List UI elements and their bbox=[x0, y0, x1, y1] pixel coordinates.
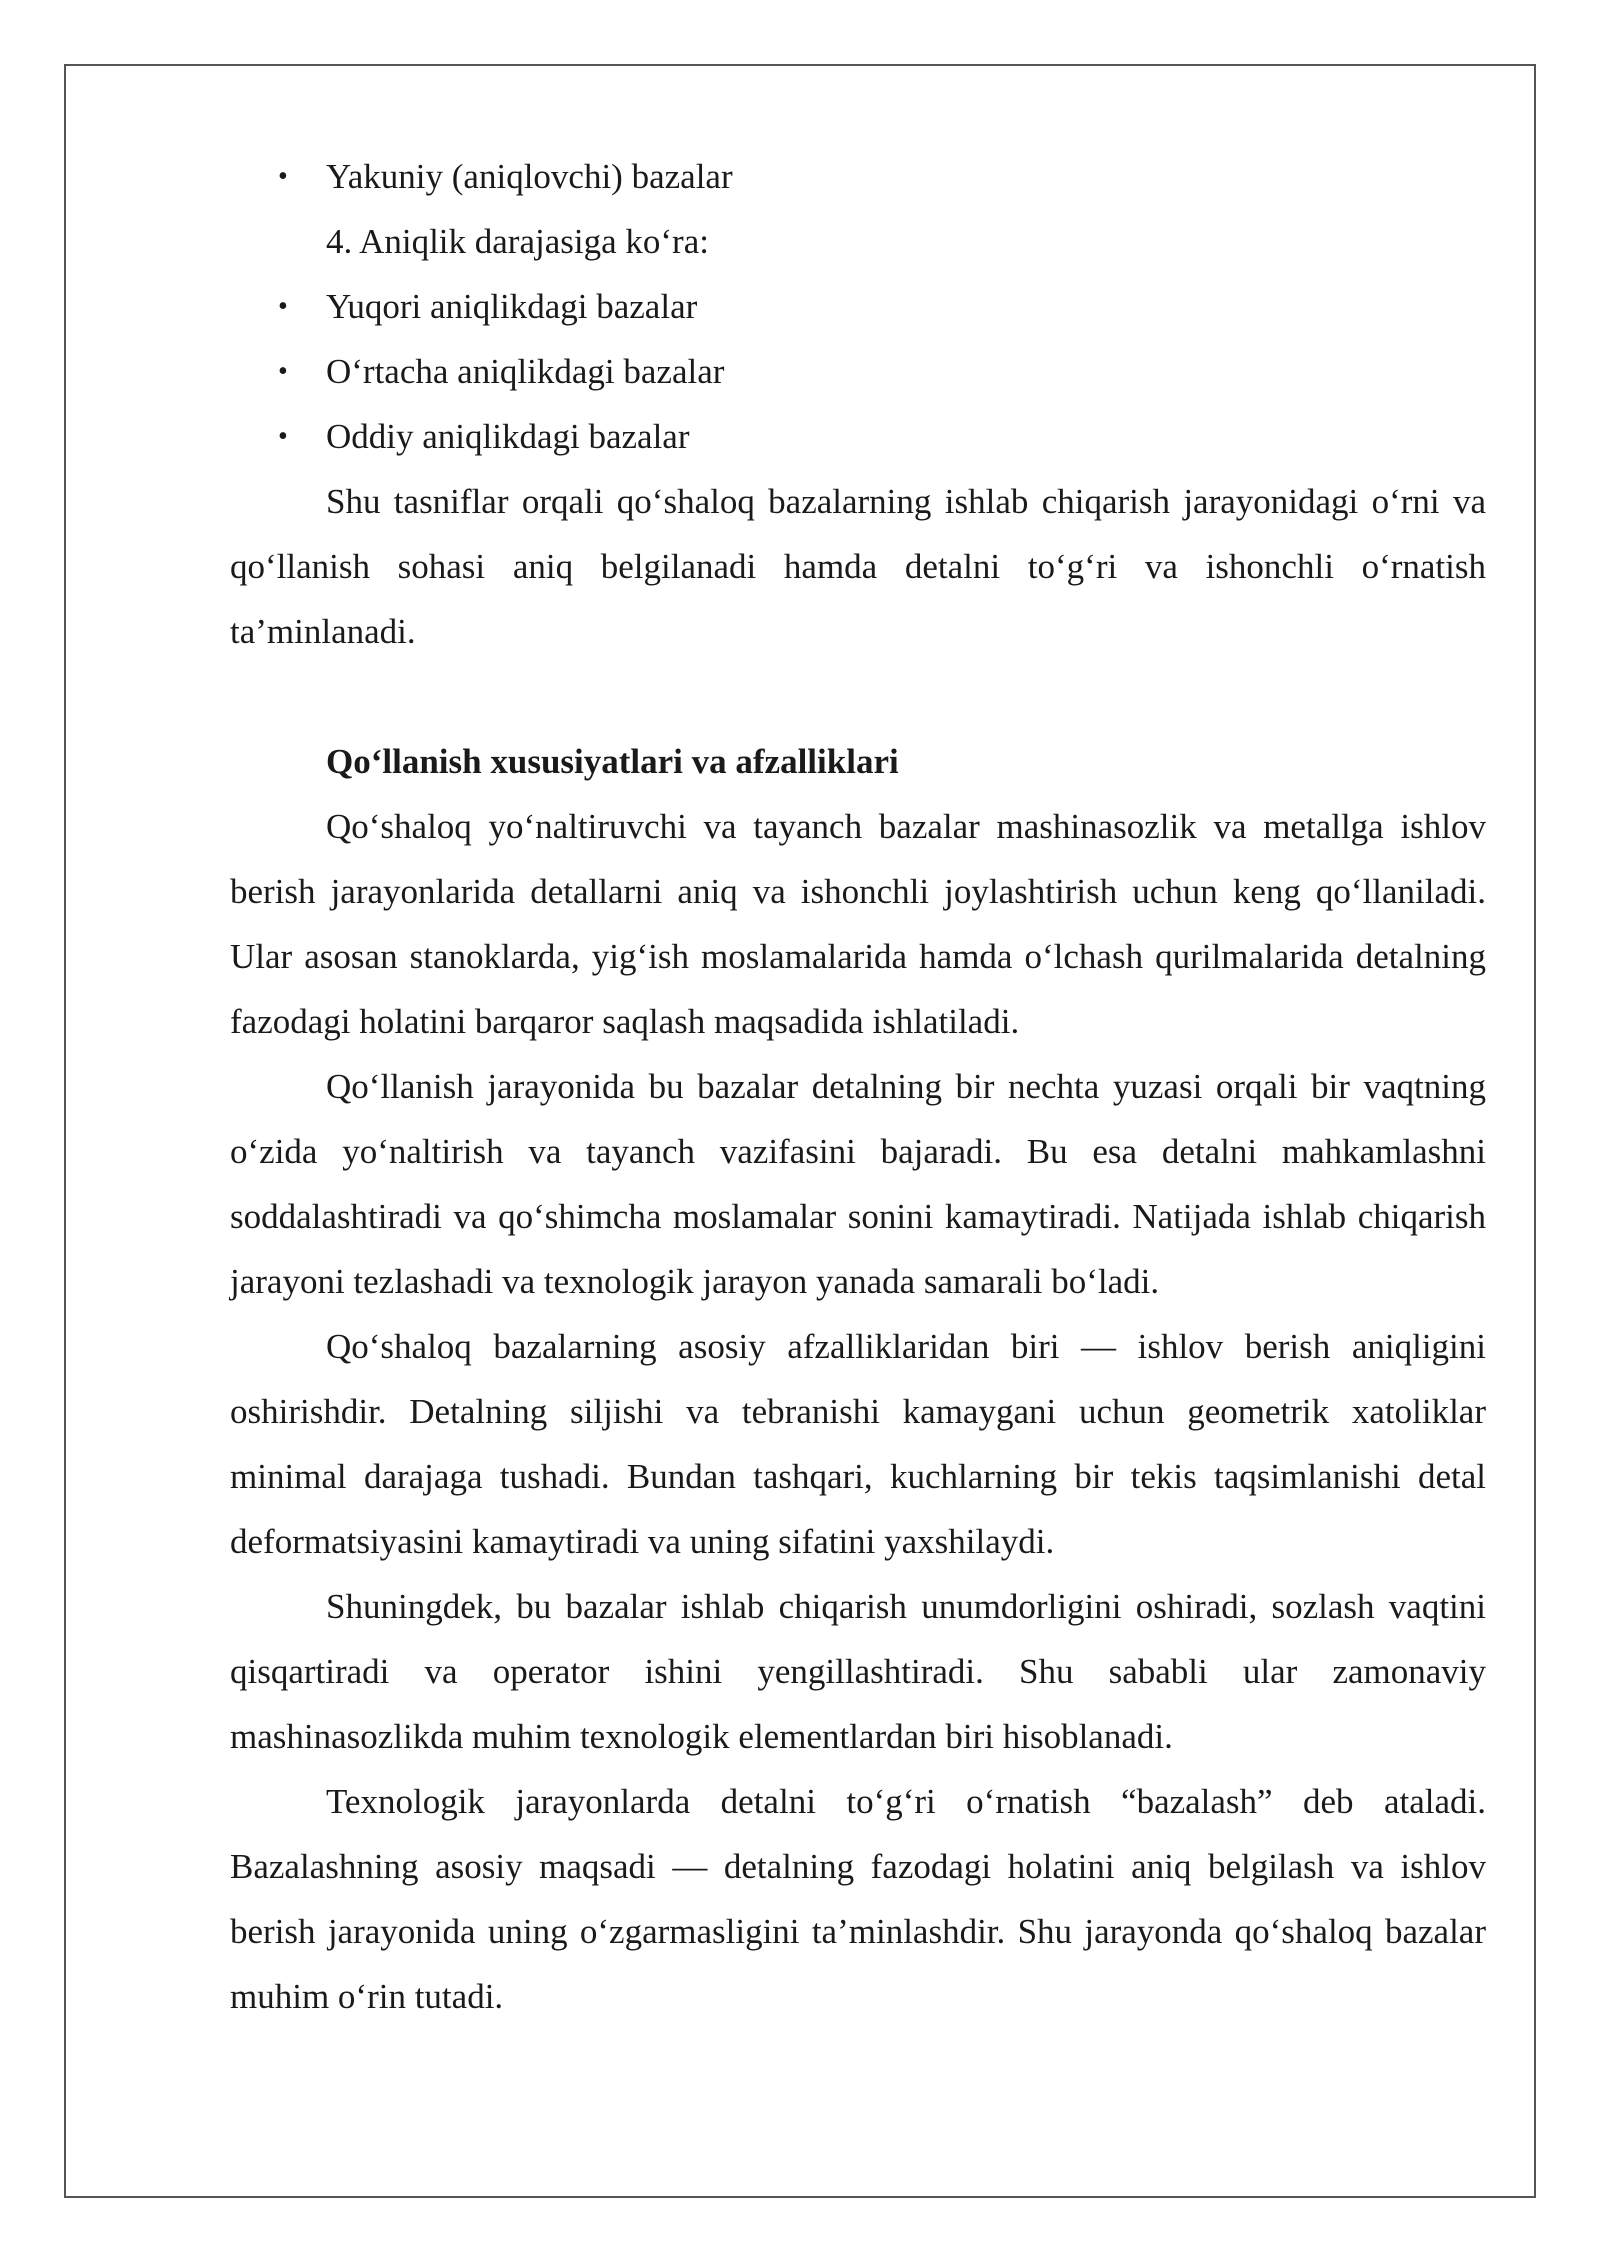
paragraph: Qo‘shaloq bazalarning asosiy afzalliklaridan biri — ishlov berish aniqligini oshirishdir. Detalning siljishi va tebranishi kamaygani uchun geometrik xatoliklar minimal darajaga tushadi. Bundan tashqari, kuchlarning bir tekis taqsimlanishi detal deformatsiyasini kamaytiradi va uning sifatini yaxshilaydi. bbox=[230, 1327, 1486, 1561]
blank-line bbox=[230, 664, 1486, 729]
bullet-list-b bbox=[230, 274, 1486, 469]
list-item bbox=[230, 274, 1486, 339]
document-body bbox=[230, 144, 1486, 2029]
bullet-list-a bbox=[230, 144, 1486, 209]
list-item bbox=[230, 339, 1486, 404]
paragraph: Shu tasniflar orqali qo‘shaloq bazalarning ishlab chiqarish jarayonidagi o‘rni va qo‘llanish sohasi aniq belgilanadi hamda detalni to‘g‘ri va ishonchli o‘rnatish ta’minlanadi. bbox=[230, 482, 1486, 651]
bullet-icon: • bbox=[278, 161, 288, 192]
bullet-icon: • bbox=[278, 356, 288, 387]
bullet-icon: • bbox=[278, 421, 288, 452]
list-item bbox=[230, 404, 1486, 469]
list-item-text: O‘rtacha aniqlikdagi bazalar bbox=[326, 352, 725, 391]
list-item-text: Yakuniy (aniqlovchi) bazalar bbox=[326, 157, 733, 196]
list-item-text: Oddiy aniqlikdagi bazalar bbox=[326, 417, 690, 456]
list-item-text: Yuqori aniqlikdagi bazalar bbox=[326, 287, 698, 326]
paragraph: Qo‘llanish jarayonida bu bazalar detalning bir nechta yuzasi orqali bir vaqtning o‘zida yo‘naltirish va tayanch vazifasini bajaradi. Bu esa detalni mahkamlashni soddalashtiradi va qo‘shimcha moslamalar sonini kamaytiradi. Natijada ishlab chiqarish jarayoni tezlashadi va texnologik jarayon yanada samarali bo‘ladi. bbox=[230, 1067, 1486, 1301]
bullet-icon: • bbox=[278, 291, 288, 322]
list-item bbox=[230, 144, 1486, 209]
paragraph: Shuningdek, bu bazalar ishlab chiqarish unumdorligini oshiradi, sozlash vaqtini qisqartiradi va operator ishini yengillashtiradi. Shu sababli ular zamonaviy mashinasozlikda muhim texnologik elementlardan biri hisoblanadi. bbox=[230, 1587, 1486, 1756]
numbered-subheading: 4. Aniqlik darajasiga ko‘ra: bbox=[326, 222, 709, 261]
paragraph: Texnologik jarayonlarda detalni to‘g‘ri o‘rnatish “bazalash” deb ataladi. Bazalashning asosiy maqsadi — detalning fazodagi holatini aniq belgilash va ishlov berish jarayonida uning o‘zgarmasligini ta’minlashdir. Shu jarayonda qo‘shaloq bazalar muhim o‘rin tutadi. bbox=[230, 1782, 1486, 2016]
section-heading: Qo‘llanish xususiyatlari va afzalliklari bbox=[326, 742, 899, 781]
paragraph: Qo‘shaloq yo‘naltiruvchi va tayanch bazalar mashinasozlik va metallga ishlov berish jarayonlarida detallarni aniq va ishonchli joylashtirish uchun keng qo‘llaniladi. Ular asosan stanoklarda, yig‘ish moslamalarida hamda o‘lchash qurilmalarida detalning fazodagi holatini barqaror saqlash maqsadida ishlatiladi. bbox=[230, 807, 1486, 1041]
